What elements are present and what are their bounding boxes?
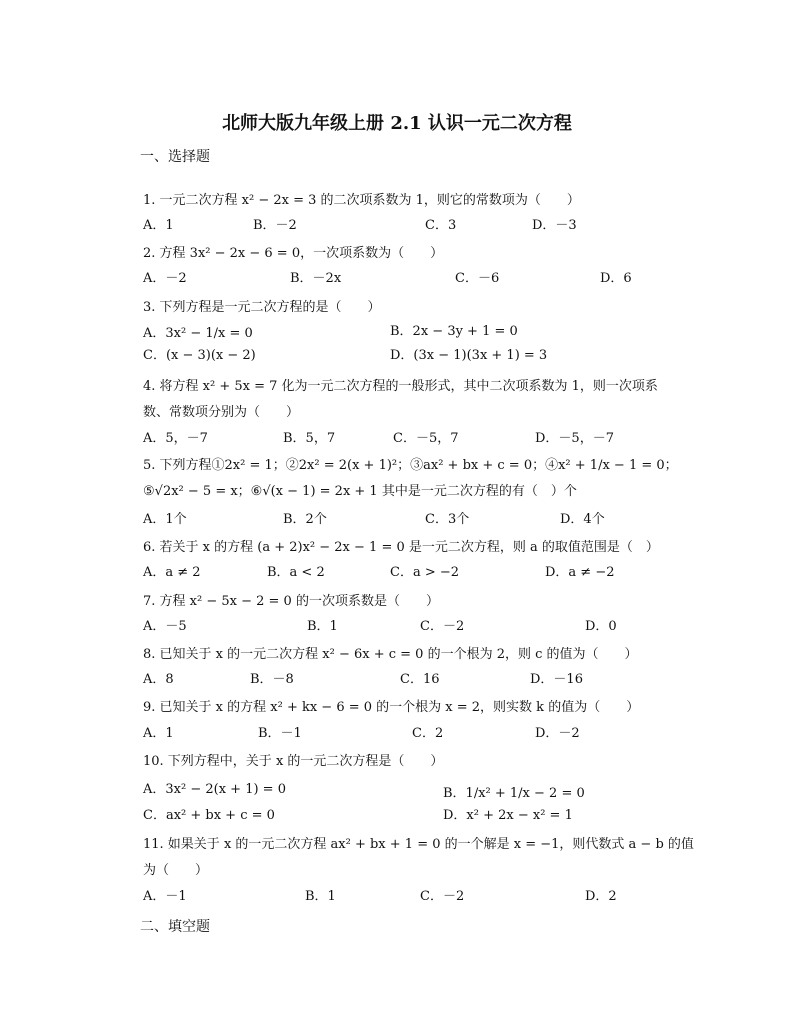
question-2-option-c[interactable]: C．－6 — [455, 271, 500, 286]
question-5-option-d[interactable]: D．4个 — [560, 512, 605, 527]
question-6-option-a[interactable]: A．a ≠ 2 — [143, 565, 201, 580]
question-5-option-b[interactable]: B．2个 — [283, 512, 327, 527]
question-3-option-a[interactable]: A．3x² − 1/x = 0 — [143, 326, 253, 341]
question-11-option-c[interactable]: C．－2 — [420, 889, 465, 904]
question-7-option-b[interactable]: B．1 — [307, 619, 338, 634]
question-1-option-a[interactable]: A．1 — [143, 218, 174, 233]
section-heading-fill-in: 二、填空题 — [140, 919, 210, 935]
question-6-option-d[interactable]: D．a ≠ −2 — [545, 565, 615, 580]
question-10-stem: 10. 下列方程中，关于 x 的一元二次方程是（ ） — [143, 754, 444, 769]
document-title: 北师大版九年级上册 2.1 认识一元二次方程 — [222, 113, 572, 134]
question-10-option-b[interactable]: B．1/x² + 1/x − 2 = 0 — [443, 786, 585, 801]
question-3-option-b[interactable]: B．2x − 3y + 1 = 0 — [390, 324, 518, 339]
question-8-option-a[interactable]: A．8 — [143, 672, 174, 687]
question-2-option-d[interactable]: D．6 — [600, 271, 632, 286]
question-10-option-d[interactable]: D．x² + 2x − x² = 1 — [443, 808, 573, 823]
question-11-option-b[interactable]: B．1 — [305, 889, 336, 904]
question-1-option-b[interactable]: B．－2 — [253, 218, 297, 233]
question-8-stem: 8. 已知关于 x 的一元二次方程 x² − 6x + c = 0 的一个根为 2，则 c 的值为（ ） — [143, 647, 638, 662]
question-3-option-c[interactable]: C．(x − 3)(x − 2) — [143, 348, 256, 363]
question-4-stem-line1: 4. 将方程 x² + 5x = 7 化为一元二次方程的一般形式，其中二次项系数为 1，则一次项系 — [143, 379, 658, 394]
question-11-stem-line2: 为（ ） — [143, 863, 209, 878]
question-5-option-a[interactable]: A．1个 — [143, 512, 187, 527]
question-7-option-d[interactable]: D．0 — [585, 619, 617, 634]
question-5-option-c[interactable]: C．3个 — [425, 512, 470, 527]
question-1-option-d[interactable]: D．－3 — [532, 218, 577, 233]
question-9-stem: 9. 已知关于 x 的方程 x² + kx − 6 = 0 的一个根为 x = 2，则实数 k 的值为（ ） — [143, 700, 640, 715]
question-9-option-b[interactable]: B．－1 — [258, 726, 302, 741]
question-4-option-a[interactable]: A．5，－7 — [143, 431, 208, 446]
question-11-stem-line1: 11. 如果关于 x 的一元二次方程 ax² + bx + 1 = 0 的一个解是 x = −1，则代数式 a − b 的值 — [143, 837, 694, 852]
question-5-stem-line1: 5. 下列方程①2x² = 1；②2x² = 2(x + 1)²；③ax² + bx + c = 0；④x² + 1/x − 1 = 0； — [143, 458, 678, 473]
question-2-option-b[interactable]: B．－2x — [290, 271, 342, 286]
question-3-stem: 3. 下列方程是一元二次方程的是（ ） — [143, 300, 381, 315]
question-1-stem: 1. 一元二次方程 x² − 2x = 3 的二次项系数为 1，则它的常数项为（ ） — [143, 193, 580, 208]
question-9-option-a[interactable]: A．1 — [143, 726, 174, 741]
question-9-option-c[interactable]: C．2 — [412, 726, 444, 741]
question-10-option-c[interactable]: C．ax² + bx + c = 0 — [143, 808, 275, 823]
question-8-option-c[interactable]: C．16 — [400, 672, 440, 687]
question-8-option-d[interactable]: D．－16 — [530, 672, 583, 687]
question-7-option-a[interactable]: A．－5 — [143, 619, 187, 634]
question-9-option-d[interactable]: D．－2 — [535, 726, 580, 741]
question-7-stem: 7. 方程 x² − 5x − 2 = 0 的一次项系数是（ ） — [143, 594, 439, 609]
question-10-option-a[interactable]: A．3x² − 2(x + 1) = 0 — [143, 782, 286, 797]
question-6-stem: 6. 若关于 x 的方程 (a + 2)x² − 2x − 1 = 0 是一元二次方程，则 a 的取值范围是（ ） — [143, 540, 659, 555]
question-5-stem-line2: ⑤√2x² − 5 = x；⑥√(x − 1) = 2x + 1 其中是一元二次方程的有（ ）个 — [143, 484, 577, 499]
question-11-option-a[interactable]: A．－1 — [143, 889, 187, 904]
section-heading-multiple-choice: 一、选择题 — [140, 149, 210, 165]
question-4-stem-line2: 数、常数项分别为（ ） — [143, 405, 300, 420]
question-1-option-c[interactable]: C．3 — [425, 218, 457, 233]
question-6-option-b[interactable]: B．a < 2 — [267, 565, 325, 580]
question-4-option-d[interactable]: D．－5，－7 — [535, 431, 614, 446]
question-4-option-c[interactable]: C．－5，7 — [393, 431, 459, 446]
question-2-option-a[interactable]: A．－2 — [143, 271, 187, 286]
question-11-option-d[interactable]: D．2 — [585, 889, 617, 904]
question-7-option-c[interactable]: C．－2 — [420, 619, 465, 634]
question-6-option-c[interactable]: C．a > −2 — [390, 565, 460, 580]
question-8-option-b[interactable]: B．－8 — [250, 672, 294, 687]
question-2-stem: 2. 方程 3x² − 2x − 6 = 0，一次项系数为（ ） — [143, 246, 444, 261]
question-3-option-d[interactable]: D．(3x − 1)(3x + 1) = 3 — [390, 348, 548, 363]
question-4-option-b[interactable]: B．5，7 — [283, 431, 336, 446]
